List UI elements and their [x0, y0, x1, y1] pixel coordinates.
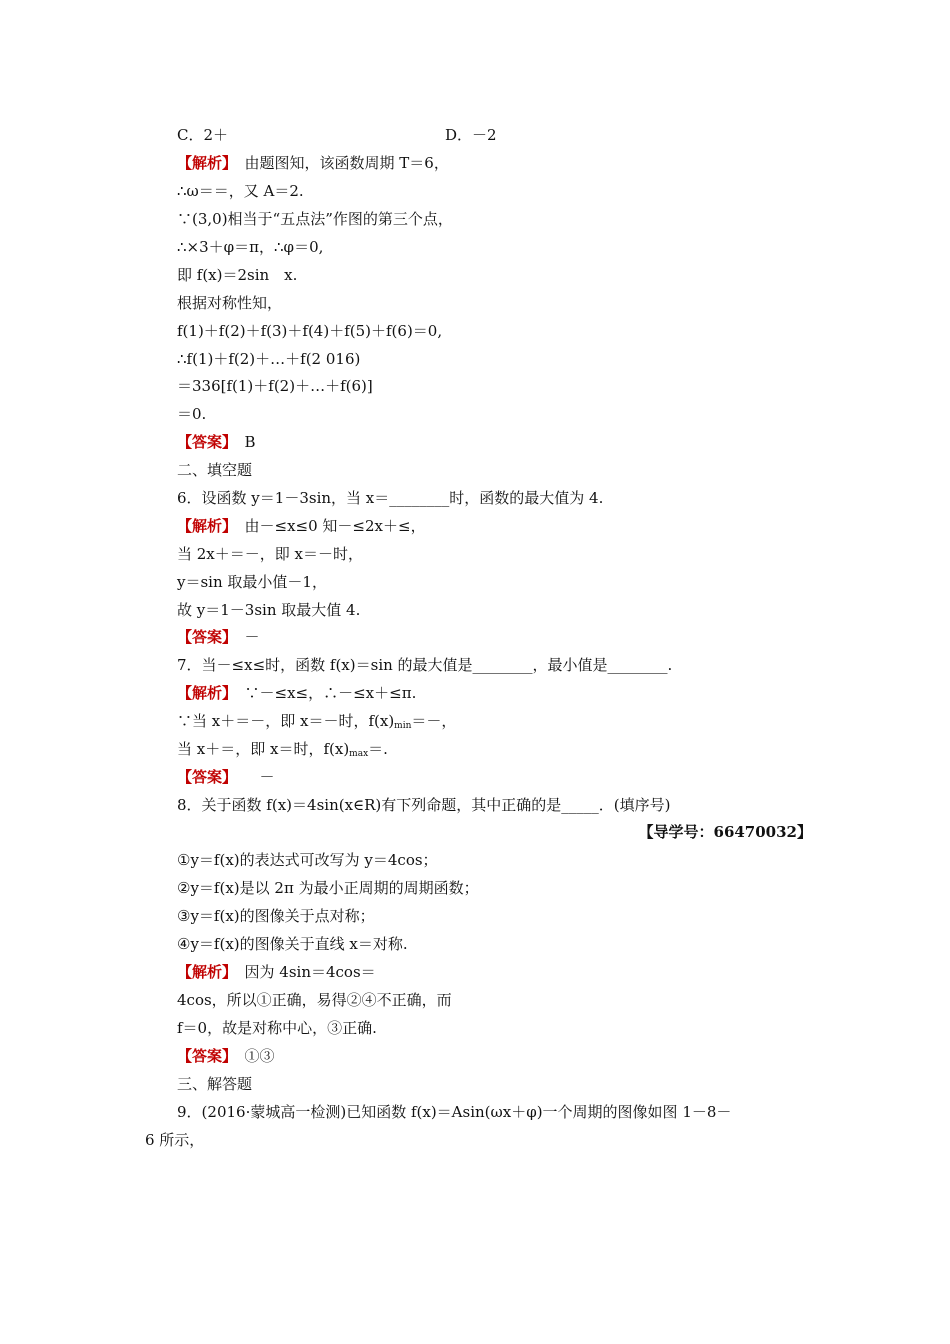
text-line: ＝336[f(1)＋f(2)＋…＋f(6)]: [177, 377, 373, 395]
answer-text: －: [229, 628, 260, 646]
text-line: 当 2x＋＝－，即 x＝－时，: [177, 545, 363, 563]
proposition-4: ④y＝f(x)的图像关于直线 x＝对称.: [177, 935, 408, 953]
question-6: 6．设函数 y＝1－3sin，当 x＝________时，函数的最大值为 4.: [177, 489, 604, 507]
subscript-max: max: [349, 749, 369, 759]
text-line: [177, 711, 456, 736]
proposition-1: ①y＝f(x)的表达式可改写为 y＝4cos；: [177, 851, 438, 869]
text-line: f(1)＋f(2)＋f(3)＋f(4)＋f(5)＋f(6)＝0,: [177, 322, 443, 340]
subscript-min: min: [394, 721, 412, 731]
answer-text: ①③: [229, 1047, 275, 1065]
answer-text: －: [229, 768, 275, 786]
analysis-line: [177, 516, 426, 536]
answer-tag: 【答案】: [177, 433, 230, 451]
proposition-3: ③y＝f(x)的图像关于点对称；: [177, 907, 375, 925]
text-segment: ＝－，: [411, 712, 457, 730]
text-line: 即 f(x)＝2sin x.: [177, 266, 298, 284]
answer-line: [177, 627, 260, 647]
text-line: f＝0，故是对称中心，③正确.: [177, 1019, 377, 1037]
text-line: ∴f(1)＋f(2)＋…＋f(2 016): [177, 350, 361, 368]
text-line: ∴ω＝＝，又 A＝2.: [177, 182, 304, 200]
analysis-tag: 【解析】: [177, 154, 230, 172]
text-line: 4cos，所以①正确，易得②④不正确，而: [177, 991, 452, 1009]
section-heading: 三、解答题: [177, 1075, 253, 1093]
answer-tag: 【答案】: [177, 628, 230, 646]
text-line: 根据对称性知，: [177, 294, 283, 312]
question-9: 9．(2016·蒙城高一检测)已知函数 f(x)＝Asin(ωx＋φ)一个周期的图像如图 1－8－: [177, 1103, 732, 1121]
analysis-line: [177, 683, 416, 703]
text-segment: ＝.: [368, 740, 388, 758]
answer-text: B: [229, 433, 256, 451]
guide-number: 【导学号：66470032】: [638, 823, 812, 841]
proposition-2: ②y＝f(x)是以 2π 为最小正周期的周期函数；: [177, 879, 479, 897]
option-c: C．2＋: [177, 126, 229, 144]
section-heading: 二、填空题: [177, 461, 253, 479]
text-segment: ∵当 x＋＝－，即 x＝－时，f(x): [177, 712, 395, 730]
analysis-text: 由－≤x≤0 知－≤2x＋≤，: [229, 517, 426, 535]
text-line: ＝0.: [177, 405, 207, 423]
question-8: 8．关于函数 f(x)＝4sin(x∈R)有下列命题，其中正确的是_____．(填序号): [177, 796, 671, 814]
option-d: D．－2: [445, 126, 497, 144]
analysis-tag: 【解析】: [177, 963, 230, 981]
analysis-text: 由题图知，该函数周期 T＝6，: [229, 154, 449, 172]
text-line: ∴×3＋φ＝π，∴φ＝0,: [177, 238, 324, 256]
text-line: [177, 739, 388, 764]
analysis-line: [177, 962, 376, 982]
answer-tag: 【答案】: [177, 1047, 230, 1065]
analysis-line: [177, 153, 449, 173]
answer-line: [177, 767, 275, 787]
text-line: ∵(3,0)相当于“五点法”作图的第三个点，: [177, 210, 453, 228]
question-9-continued: 6 所示，: [145, 1131, 205, 1149]
text-line: y＝sin 取最小值－1，: [177, 573, 327, 591]
text-segment: 当 x＋＝，即 x＝时，f(x): [177, 740, 350, 758]
answer-line: [177, 432, 256, 452]
answer-line: [177, 1046, 275, 1066]
answer-tag: 【答案】: [177, 768, 230, 786]
text-line: 故 y＝1－3sin 取最大值 4.: [177, 601, 361, 619]
analysis-text: ∵－≤x≤，∴－≤x＋≤π.: [229, 684, 417, 702]
analysis-tag: 【解析】: [177, 684, 230, 702]
analysis-text: 因为 4sin＝4cos＝: [229, 963, 376, 981]
question-7: 7．当－≤x≤时，函数 f(x)＝sin 的最大值是________，最小值是________.: [177, 656, 673, 674]
analysis-tag: 【解析】: [177, 517, 230, 535]
